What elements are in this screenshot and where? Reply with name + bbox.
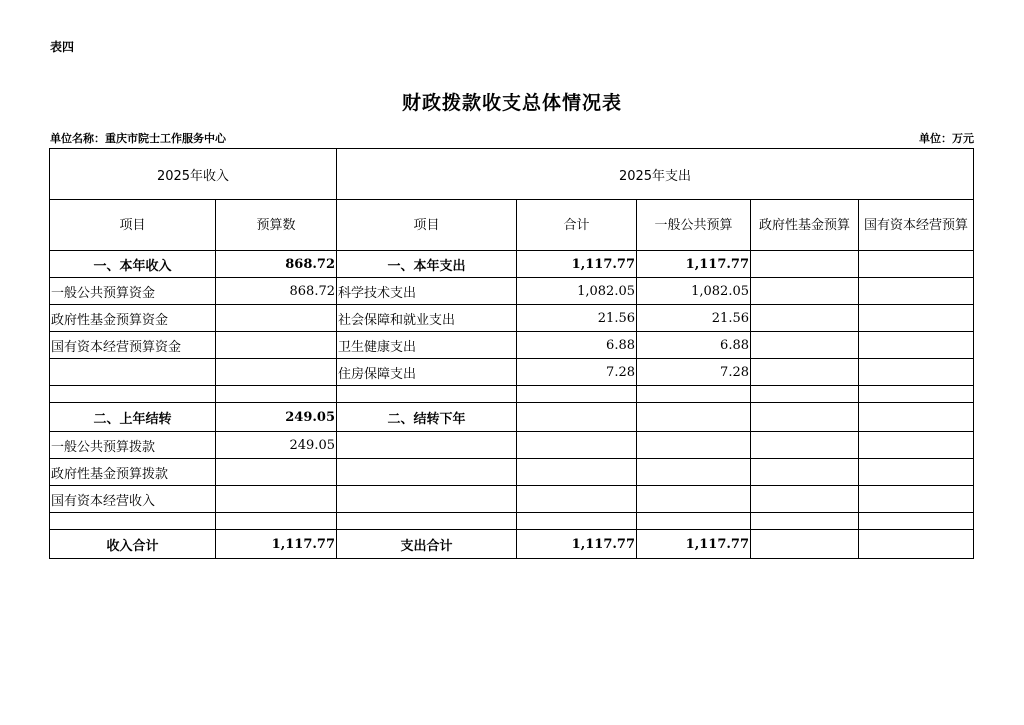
general-budget-cell: 1,082.05 [637, 278, 751, 305]
income-amount-cell [216, 486, 337, 513]
table-row [50, 403, 974, 432]
income-total-label: 收入合计 [50, 530, 216, 559]
gov-fund-cell [751, 486, 859, 513]
total-cell: 1,117.77 [517, 251, 637, 278]
col-total: 合计 [517, 200, 637, 251]
income-item-cell: 政府性基金预算拨款 [50, 459, 216, 486]
total-cell: 1,082.05 [517, 278, 637, 305]
table-row [50, 432, 974, 459]
expense-item-cell: 社会保障和就业支出 [337, 305, 517, 332]
income-amount-cell: 868.72 [216, 251, 337, 278]
expense-item-cell: 一、本年支出 [337, 251, 517, 278]
gov-fund-cell [751, 403, 859, 432]
state-capital-cell [859, 403, 974, 432]
table-row [50, 459, 974, 486]
income-amount-cell: 868.72 [216, 278, 337, 305]
income-amount-cell [216, 305, 337, 332]
income-amount-cell: 249.05 [216, 432, 337, 459]
income-total-amount: 1,117.77 [216, 530, 337, 559]
general-budget-cell: 1,117.77 [637, 530, 751, 559]
general-budget-cell [637, 486, 751, 513]
total-cell [517, 486, 637, 513]
total-cell [517, 513, 637, 530]
page-title: 财政拨款收支总体情况表 [401, 92, 622, 114]
currency-unit-label: 单位：万元 [919, 132, 974, 145]
table-row [50, 386, 974, 403]
state-capital-cell [859, 251, 974, 278]
gov-fund-cell [751, 459, 859, 486]
income-amount-cell [216, 513, 337, 530]
total-cell [517, 403, 637, 432]
income-amount-cell [216, 459, 337, 486]
state-capital-cell [859, 513, 974, 530]
table-row [50, 251, 974, 278]
col-income-item: 项目 [50, 200, 216, 251]
col-gov-fund-budget: 政府性基金预算 [751, 200, 859, 251]
gov-fund-cell [751, 278, 859, 305]
total-cell: 6.88 [517, 332, 637, 359]
col-state-capital-budget: 国有资本经营预算 [859, 200, 974, 251]
total-cell: 21.56 [517, 305, 637, 332]
table-row [50, 332, 974, 359]
total-cell: 7.28 [517, 359, 637, 386]
col-expense-item: 项目 [337, 200, 517, 251]
expense-item-cell [337, 486, 517, 513]
income-item-cell: 二、上年结转 [50, 403, 216, 432]
total-cell [517, 386, 637, 403]
state-capital-cell [859, 332, 974, 359]
section-header-row [50, 149, 974, 200]
general-budget-cell [637, 386, 751, 403]
general-budget-cell: 6.88 [637, 332, 751, 359]
column-header-row [50, 200, 974, 251]
state-capital-cell [859, 459, 974, 486]
total-cell [517, 459, 637, 486]
gov-fund-cell [751, 251, 859, 278]
state-capital-cell [859, 486, 974, 513]
expense-item-cell [337, 386, 517, 403]
unit-info-row [50, 130, 974, 146]
expense-section-header: 2025年支出 [337, 149, 974, 200]
income-item-cell: 国有资本经营收入 [50, 486, 216, 513]
total-cell [517, 432, 637, 459]
general-budget-cell [637, 459, 751, 486]
fiscal-summary-table [49, 148, 974, 559]
gov-fund-cell [751, 332, 859, 359]
table-number-label: 表四 [50, 40, 75, 54]
income-item-cell: 一般公共预算资金 [50, 278, 216, 305]
state-capital-cell [859, 530, 974, 559]
general-budget-cell [637, 432, 751, 459]
expense-item-cell [337, 432, 517, 459]
expense-item-cell: 科学技术支出 [337, 278, 517, 305]
col-general-budget: 一般公共预算 [637, 200, 751, 251]
total-cell: 1,117.77 [517, 530, 637, 559]
gov-fund-cell [751, 386, 859, 403]
state-capital-cell [859, 359, 974, 386]
income-item-cell: 一般公共预算拨款 [50, 432, 216, 459]
totals-row [50, 530, 974, 559]
table-row [50, 513, 974, 530]
income-item-cell [50, 513, 216, 530]
income-section-header: 2025年收入 [50, 149, 337, 200]
gov-fund-cell [751, 513, 859, 530]
income-amount-cell [216, 359, 337, 386]
state-capital-cell [859, 305, 974, 332]
income-item-cell: 一、本年收入 [50, 251, 216, 278]
expense-item-cell [337, 513, 517, 530]
state-capital-cell [859, 386, 974, 403]
general-budget-cell: 7.28 [637, 359, 751, 386]
expense-item-cell: 卫生健康支出 [337, 332, 517, 359]
table-row [50, 486, 974, 513]
expense-total-label: 支出合计 [337, 530, 517, 559]
table-row [50, 278, 974, 305]
general-budget-cell [637, 513, 751, 530]
income-amount-cell [216, 332, 337, 359]
income-amount-cell [216, 386, 337, 403]
gov-fund-cell [751, 530, 859, 559]
income-item-cell: 政府性基金预算资金 [50, 305, 216, 332]
col-income-budget: 预算数 [216, 200, 337, 251]
expense-item-cell: 二、结转下年 [337, 403, 517, 432]
state-capital-cell [859, 432, 974, 459]
general-budget-cell: 1,117.77 [637, 251, 751, 278]
table-row [50, 305, 974, 332]
gov-fund-cell [751, 432, 859, 459]
general-budget-cell: 21.56 [637, 305, 751, 332]
expense-item-cell: 住房保障支出 [337, 359, 517, 386]
general-budget-cell [637, 403, 751, 432]
unit-name-label: 单位名称：重庆市院士工作服务中心 [50, 132, 226, 145]
gov-fund-cell [751, 305, 859, 332]
table-row [50, 359, 974, 386]
income-item-cell [50, 386, 216, 403]
expense-item-cell [337, 459, 517, 486]
state-capital-cell [859, 278, 974, 305]
income-item-cell: 国有资本经营预算资金 [50, 332, 216, 359]
income-amount-cell: 249.05 [216, 403, 337, 432]
gov-fund-cell [751, 359, 859, 386]
income-item-cell [50, 359, 216, 386]
